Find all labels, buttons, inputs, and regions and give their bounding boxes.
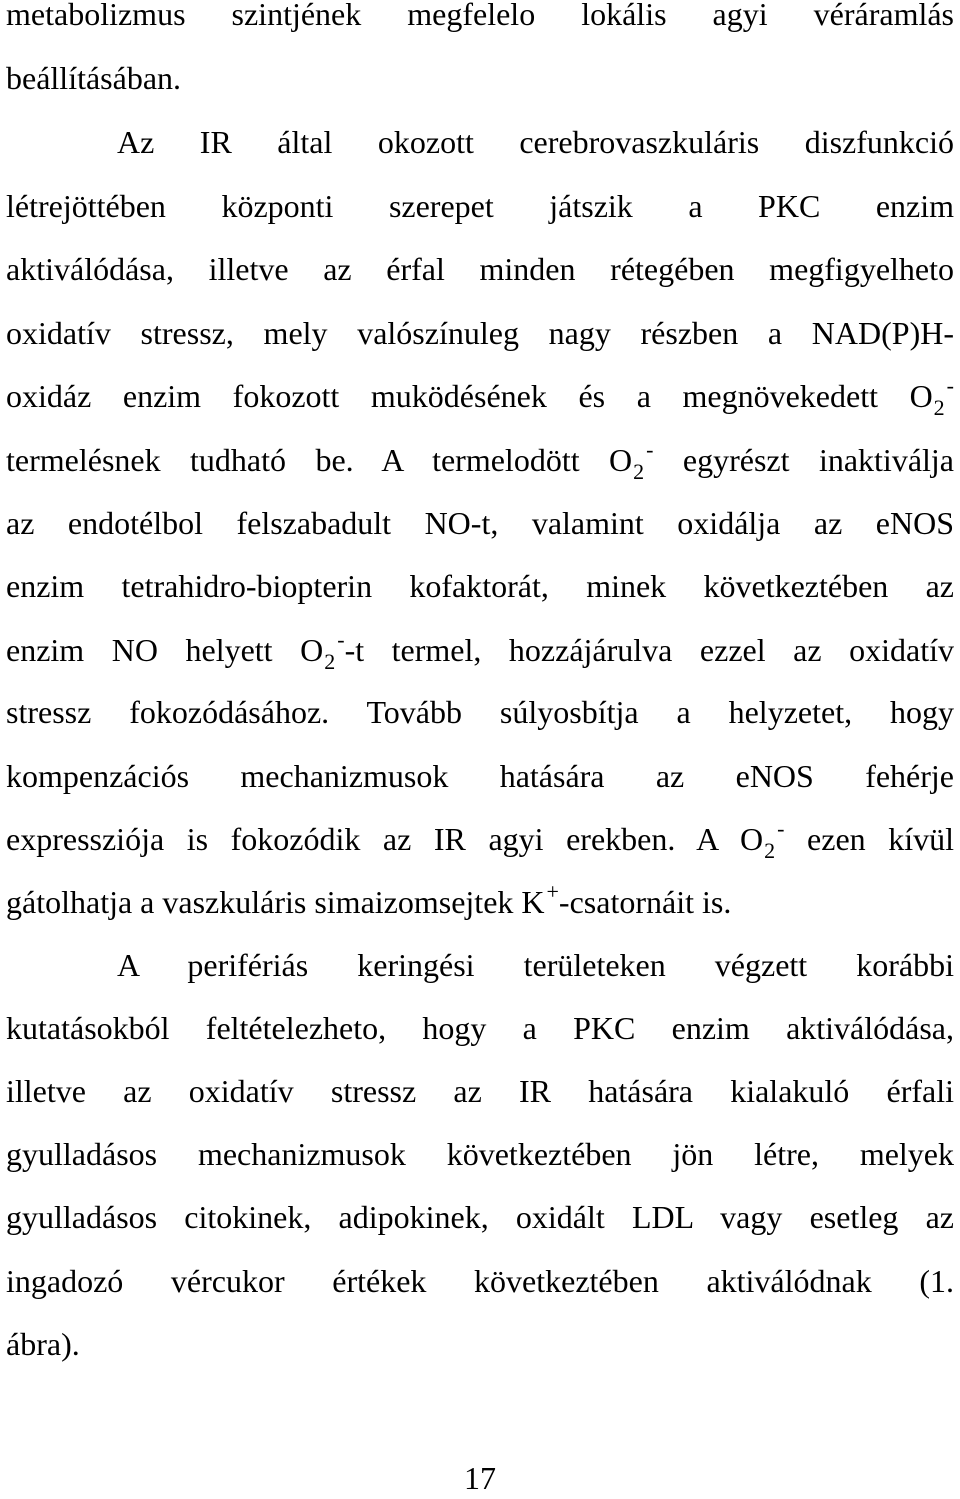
subscript: 2 [324, 649, 336, 674]
text-line: ingadozó vércukor értékek következtében aktiválódnak (1. [6, 1263, 954, 1299]
text-line: beállításában. [6, 60, 182, 96]
superscript: - [946, 373, 954, 398]
text-segment: -t termel, hozzájárulva ezzel az oxidatív [344, 632, 955, 668]
text-segment: expressziója is fokozódik az IR agyi erekben. A O [6, 821, 764, 857]
text-line: gyulladásos mechanizmusok következtében jön létre, melyek [6, 1136, 954, 1172]
superscript: - [646, 437, 654, 462]
subscript: 2 [933, 395, 945, 420]
text-segment: -csatornáit is. [558, 884, 732, 920]
text-segment: egyrészt inaktiválja [653, 442, 955, 478]
text-line: létrejöttében központi szerepet játszik a PKC enzim [6, 188, 954, 224]
superscript: - [337, 627, 345, 652]
text-line: ábra). [6, 1326, 80, 1362]
page-number: 17 [464, 1460, 496, 1496]
paragraph-first-line: A perifériás keringési területeken végzett korábbi [117, 947, 954, 983]
text-segment: termelésnek tudható be. A termelodött O [6, 442, 633, 478]
text-segment: enzim NO helyett O [6, 632, 324, 668]
text-line: stressz fokozódásához. Tovább súlyosbítja a helyzetet, hogy [6, 694, 954, 730]
superscript: - [777, 816, 785, 841]
superscript: + [546, 879, 559, 904]
text-segment: gátolhatja a vaszkuláris simaizomsejtek K [6, 884, 545, 920]
text-line [6, 879, 954, 922]
text-line [6, 437, 955, 484]
text-line: metabolizmus szintjének megfelelo lokális agyi véráramlás [6, 0, 954, 32]
subscript: 2 [633, 459, 645, 484]
text-line: kutatásokból feltételezheto, hogy a PKC enzim aktiválódása, [6, 1010, 954, 1046]
text-line: aktiválódása, illetve az érfal minden rétegében megfigyelheto [6, 251, 954, 287]
text-line: az endotélbol felszabadult NO-t, valamint oxidálja az eNOS [6, 505, 954, 541]
subscript: 2 [764, 838, 776, 863]
text-line [6, 373, 954, 420]
text-line: illetve az oxidatív stressz az IR hatására kialakuló érfali [6, 1073, 954, 1109]
text-segment: ezen kívül [784, 821, 955, 857]
text-line: oxidatív stressz, mely valószínuleg nagy részben a NAD(P)H- [6, 315, 954, 351]
text-line: gyulladásos citokinek, adipokinek, oxidált LDL vagy esetleg az [6, 1199, 954, 1235]
paragraph-first-line: Az IR által okozott cerebrovaszkuláris diszfunkció [117, 124, 954, 160]
text-segment: oxidáz enzim fokozott muködésének és a megnövekedett O [6, 378, 933, 414]
text-line: enzim tetrahidro-biopterin kofaktorát, minek következtében az [6, 568, 954, 604]
text-line [6, 627, 955, 674]
text-line: kompenzációs mechanizmusok hatására az eNOS fehérje [6, 758, 954, 794]
text-line [6, 816, 955, 863]
